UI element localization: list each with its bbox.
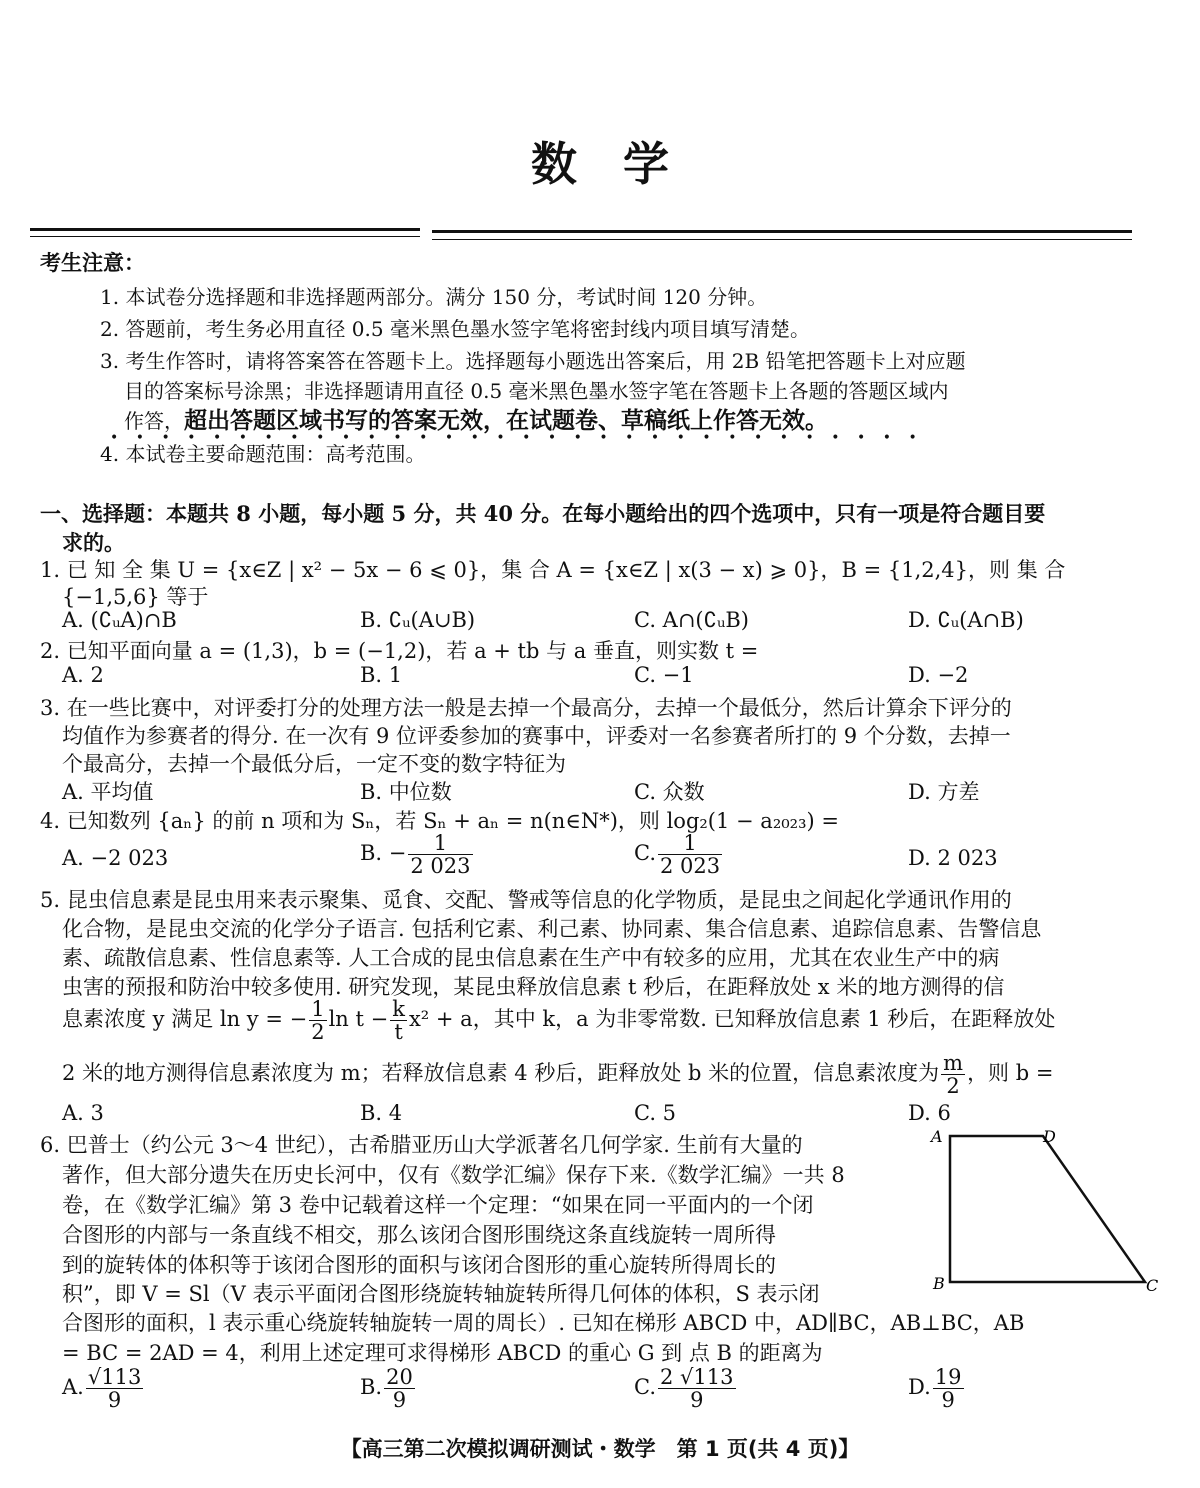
q5-formula-line	[62, 998, 1055, 1043]
q6-option-c-fraction	[658, 1366, 736, 1411]
q5-option-c: C. 5	[634, 1101, 677, 1125]
q4-option-b-denominator: 2 023	[410, 854, 471, 879]
q5-fraction-2: 2	[946, 1074, 960, 1099]
q4-option-c	[634, 832, 724, 877]
q4-option-a: A. −2 023	[62, 846, 169, 870]
q5-fraction-half-den: 2	[311, 1020, 325, 1045]
q5-stem: 5. 昆虫信息素是昆虫用来表示聚集、觅食、交配、警戒等信息的化学物质，是昆虫之间起化学通讯作用的	[40, 888, 1012, 912]
q5-last-line	[62, 1052, 1053, 1097]
q6-stem: 6. 巴普士（约公元 3～4 世纪），古希腊亚历山大学派著名几何学家. 生前有大量的	[40, 1133, 803, 1157]
q4-option-c-numerator: 1	[658, 832, 722, 855]
q6-stem-cont-1: 著作，但大部分遗失在历史长河中，仅有《数学汇编》保存下来.《数学汇编》一共 8	[62, 1163, 845, 1187]
trapezoid-abcd	[950, 1136, 1145, 1282]
q1-stem: 1. 已 知 全 集 U = {x∈Z | x² − 5x − 6 ⩽ 0}，集 合 A = {x∈Z | x(3 − x) ⩾ 0}，B = {1,2,4}，则 集 合	[40, 558, 1066, 582]
q6-option-c-prefix: C.	[634, 1375, 656, 1400]
notice-item-3: 3. 考生作答时，请将答案答在答题卡上。选择题每小题选出答案后，用 2B 铅笔把答题卡上对应题	[100, 349, 966, 373]
q5-option-b: B. 4	[360, 1101, 403, 1125]
q6-option-d-prefix: D.	[908, 1375, 931, 1400]
notice-item-4: 4. 本试卷主要命题范围：高考范围。	[100, 442, 426, 466]
q5-option-a: A. 3	[62, 1101, 104, 1125]
q5-formula-part-1: 息素浓度 y 满足 ln y = −	[62, 1007, 308, 1032]
q6-stem-cont-5: 积”，即 V = Sl（V 表示平面闭合图形绕旋转轴旋转所得几何体的体积，S 表示闭	[62, 1282, 820, 1306]
page-footer: 【高三第二次模拟调研测试・数学 第 1 页(共 4 页)】	[340, 1437, 860, 1461]
q1-stem-cont: {−1,5,6} 等于	[62, 585, 209, 609]
vertex-label-c: C	[1146, 1276, 1159, 1295]
q6-option-b-fraction	[384, 1366, 415, 1411]
q6-option-a-denominator: 9	[107, 1388, 122, 1413]
notice-item-1: 1. 本试卷分选择题和非选择题两部分。满分 150 分，考试时间 120 分钟。	[100, 285, 768, 309]
q2-option-b: B. 1	[360, 663, 403, 687]
q6-option-a	[62, 1366, 145, 1411]
q6-option-b	[360, 1366, 417, 1411]
q6-stem-cont-6: 合图形的面积，l 表示重心绕旋转轴旋转一周的周长）. 已知在梯形 ABCD 中，AD∥BC，AB⊥BC，AB	[62, 1311, 1025, 1335]
q1-option-c: C. A∩(∁ᵤB)	[634, 608, 749, 632]
page-title: 数 学	[531, 137, 669, 191]
q6-option-b-numerator: 20	[386, 1365, 413, 1389]
title-rule-left	[30, 228, 420, 237]
vertex-label-d: D	[1043, 1127, 1056, 1146]
notice-emphasis: 超出答题区域书写的答案无效，在试题卷、草稿纸上作答无效。	[184, 408, 828, 434]
q5-fraction-m-half	[941, 1052, 965, 1097]
q3-option-d: D. 方差	[908, 780, 980, 804]
q4-option-b-prefix: B. −	[360, 841, 407, 866]
q5-stem-cont-1: 化合物，是昆虫交流的化学分子语言. 包括利它素、利己素、协同素、集合信息素、追踪信息素、告警信息	[62, 917, 1042, 941]
q5-formula-part-2: ln t −	[328, 1007, 389, 1032]
q6-stem-cont-7: = BC = 2AD = 4，利用上述定理可求得梯形 ABCD 的重心 G 到 点 B 的距离为	[62, 1341, 823, 1365]
q5-fraction-half	[309, 998, 326, 1043]
q3-option-a: A. 平均值	[62, 780, 154, 804]
section-heading: 一、选择题：本题共 8 小题，每小题 5 分，共 40 分。在每小题给出的四个选项中，只有一项是符合题目要	[40, 501, 1046, 526]
q2-option-c: C. −1	[634, 663, 694, 687]
q5-fraction-half-num: 1	[311, 997, 325, 1021]
q3-stem-cont-2: 个最高分，去掉一个最低分后，一定不变的数字特征为	[62, 752, 566, 776]
emphasis-dots: ••••••••••••••••••••••••••••••••	[110, 430, 935, 446]
vertex-label-a: A	[931, 1127, 943, 1146]
q2-stem: 2. 已知平面向量 a = (1,3)，b = (−1,2)，若 a + tb 与 a 垂直，则实数 t =	[40, 639, 759, 663]
q5-option-d: D. 6	[908, 1101, 951, 1125]
q4-option-b-numerator: 1	[408, 832, 472, 855]
q4-option-c-fraction	[658, 832, 722, 877]
q4-option-b-fraction	[408, 832, 472, 877]
q5-last-line-part-1: 2 米的地方测得信息素浓度为 m；若释放信息素 4 秒后，距释放处 b 米的位置，信息素浓度为	[62, 1061, 940, 1086]
q6-option-b-denominator: 9	[392, 1388, 407, 1413]
q4-stem: 4. 已知数列 {aₙ} 的前 n 项和为 Sₙ，若 Sₙ + aₙ = n(n∈N*)，则 log₂(1 − a₂₀₂₃) =	[40, 809, 839, 833]
q5-fraction-t: t	[394, 1020, 403, 1045]
section-heading-cont: 求的。	[62, 530, 125, 555]
title-rule-right	[432, 230, 1132, 240]
q6-option-d	[908, 1366, 966, 1411]
q3-stem-cont-1: 均值作为参赛者的得分. 在一次有 9 位评委参加的赛事中，评委对一名参赛者所打的 9 个分数，去掉一	[62, 724, 1011, 748]
q6-stem-cont-4: 到的旋转体的体积等于该闭合图形的面积与该闭合图形的重心旋转所得周长的	[62, 1253, 776, 1277]
q6-option-d-numerator: 19	[934, 1365, 962, 1389]
q6-option-d-denominator: 9	[941, 1388, 955, 1413]
q5-stem-cont-3: 虫害的预报和防治中较多使用. 研究发现，某昆虫释放信息素 t 秒后，在距释放处 x 米的地方测得的信	[62, 975, 1005, 999]
q2-option-d: D. −2	[908, 663, 969, 687]
q5-stem-cont-2: 素、疏散信息素、性信息素等. 人工合成的昆虫信息素在生产中有较多的应用，尤其在农业生产中的病	[62, 946, 1000, 970]
notice-item-3-cont: 目的答案标号涂黑；非选择题请用直径 0.5 毫米黑色墨水签字笔在答题卡上各题的答题区域内	[124, 379, 949, 403]
q6-option-c-denominator: 9	[690, 1388, 704, 1413]
q6-option-c-numerator: 2 √113	[660, 1365, 734, 1389]
q3-option-b: B. 中位数	[360, 780, 452, 804]
q4-option-c-denominator: 2 023	[660, 854, 721, 879]
q6-option-a-numerator: √113	[87, 1365, 142, 1389]
q6-option-a-fraction	[86, 1366, 143, 1411]
notice-item-2: 2. 答题前，考生务必用直径 0.5 毫米黑色墨水签字笔将密封线内项目填写清楚。	[100, 317, 810, 341]
q6-option-c	[634, 1366, 738, 1411]
vertex-label-b: B	[933, 1274, 945, 1293]
q3-option-c: C. 众数	[634, 780, 705, 804]
notice-item-3-prefix: 作答，	[124, 409, 184, 433]
q4-option-d: D. 2 023	[908, 846, 998, 870]
q1-option-b: B. ∁ᵤ(A∪B)	[360, 608, 476, 632]
q3-stem: 3. 在一些比赛中，对评委打分的处理方法一般是去掉一个最高分，去掉一个最低分，然后计算余下评分的	[40, 696, 1012, 720]
q4-option-b	[360, 832, 475, 877]
q6-stem-cont-3: 合图形的内部与一条直线不相交，那么该闭合图形围绕这条直线旋转一周所得	[62, 1223, 776, 1247]
q5-fraction-k: k	[392, 997, 405, 1021]
q2-option-a: A. 2	[62, 663, 104, 687]
q6-option-a-prefix: A.	[62, 1375, 84, 1400]
trapezoid-figure	[925, 1122, 1165, 1297]
q5-formula-part-3: x² + a，其中 k，a 为非零常数. 已知释放信息素 1 秒后，在距释放处	[408, 1007, 1056, 1032]
q5-fraction-k-over-t	[390, 998, 407, 1043]
q6-option-d-fraction	[933, 1366, 964, 1411]
q1-option-d: D. ∁ᵤ(A∩B)	[908, 608, 1024, 632]
q4-option-c-prefix: C.	[634, 841, 656, 866]
q6-option-b-prefix: B.	[360, 1375, 383, 1400]
q5-last-line-part-2: ，则 b =	[967, 1061, 1054, 1086]
notice-heading: 考生注意：	[40, 250, 145, 275]
q5-fraction-m: m	[943, 1051, 964, 1075]
q6-stem-cont-2: 卷，在《数学汇编》第 3 卷中记载着这样一个定理：“如果在同一平面内的一个闭	[62, 1193, 814, 1217]
q1-option-a: A. (∁ᵤA)∩B	[62, 608, 177, 632]
